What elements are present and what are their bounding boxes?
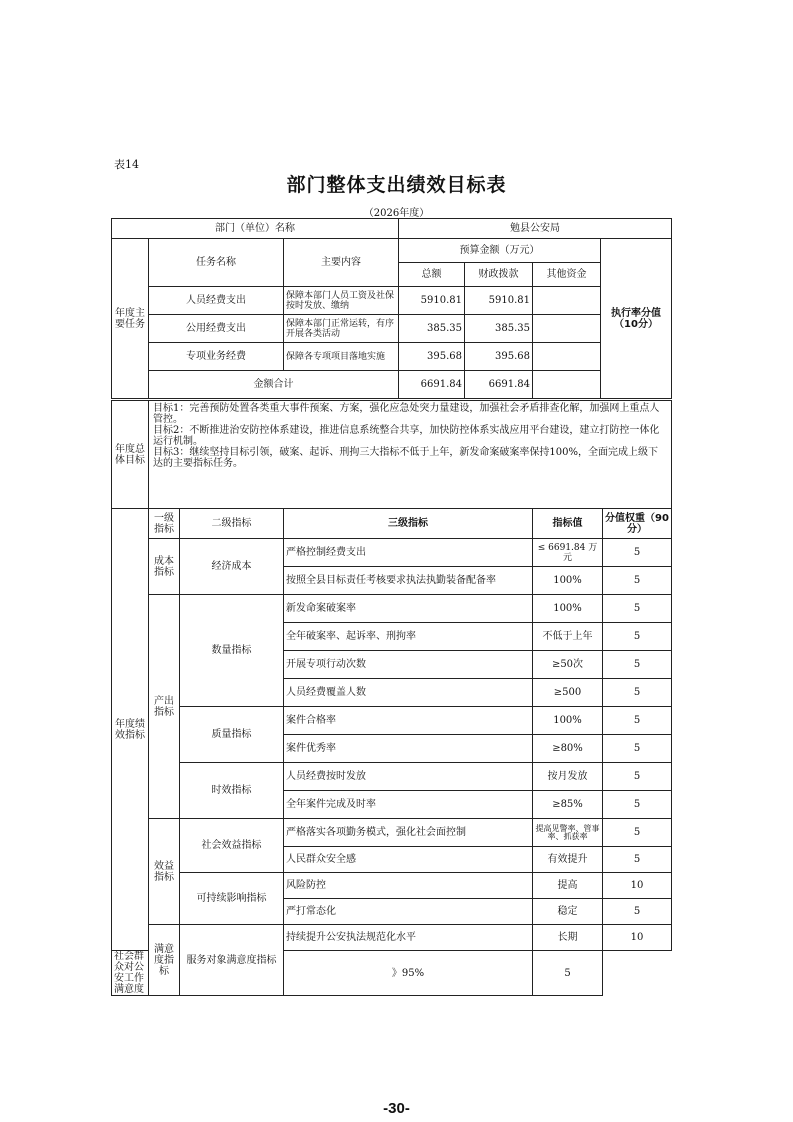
level3-name: 人员经费按时发放 [284, 763, 533, 791]
overall-goals-text [149, 401, 672, 509]
task-other [533, 287, 601, 315]
level1-cost: 成本指标 [149, 539, 180, 595]
level2-quantity: 数量指标 [180, 595, 284, 707]
level3-name: 严格落实各项勤务模式，强化社会面控制 [284, 819, 533, 847]
level3-name: 案件合格率 [284, 707, 533, 735]
level2-social: 社会效益指标 [180, 819, 284, 873]
indicator-value: 100% [533, 595, 603, 623]
col-indicator-value: 指标值 [533, 509, 603, 539]
table-row [112, 873, 672, 899]
level3-name: 按照全县目标责任考核要求执法执勤装备配备率 [284, 567, 533, 595]
indicator-weight: 5 [603, 651, 672, 679]
level3-name: 风险防控 [284, 873, 533, 899]
level2-economic-cost: 经济成本 [180, 539, 284, 595]
task-content: 保障本部门正常运转，有序开展各类活动 [284, 315, 399, 343]
level1-benefit: 效益指标 [149, 819, 180, 925]
indicator-weight: 5 [603, 679, 672, 707]
col-budget: 预算金额（万元） [399, 239, 601, 263]
table-row [112, 925, 672, 951]
level3-name: 人员经费覆盖人数 [284, 679, 533, 707]
overall-goals-table [111, 400, 672, 509]
indicator-weight: 5 [603, 539, 672, 567]
task-fiscal: 385.35 [465, 315, 533, 343]
col-main-content: 主要内容 [284, 239, 399, 287]
table-row [112, 343, 672, 371]
col-other: 其他资金 [533, 263, 601, 287]
level3-name: 开展专项行动次数 [284, 651, 533, 679]
department-label: 部门（单位）名称 [112, 219, 399, 239]
col-task-name: 任务名称 [149, 239, 284, 287]
indicator-value: ≥500 [533, 679, 603, 707]
overall-goals-side-label: 年度总体目标 [112, 401, 149, 509]
level1-output: 产出指标 [149, 595, 180, 819]
level3-name: 人民群众安全感 [284, 847, 533, 873]
task-content: 保障本部门人员工资及社保按时发放、缴纳 [284, 287, 399, 315]
task-total: 5910.81 [399, 287, 465, 315]
sum-label: 金额合计 [149, 371, 399, 399]
indicator-weight: 5 [603, 595, 672, 623]
annual-tasks-side-label: 年度主要任务 [112, 239, 149, 399]
year-label: （2026年度） [363, 208, 430, 219]
page-title: 部门整体支出绩效目标表 [286, 174, 507, 196]
task-total: 385.35 [399, 315, 465, 343]
indicator-value: ≤ 6691.84 万元 [533, 539, 603, 567]
indicator-value: ≥50次 [533, 651, 603, 679]
level3-name: 社会群众对公安工作满意度 [112, 951, 149, 996]
col-fiscal: 财政拨款 [465, 263, 533, 287]
indicator-weight: 5 [603, 623, 672, 651]
indicator-value: 有效提升 [533, 847, 603, 873]
indicator-value: 提高见警率、管事率、抓获率 [533, 819, 603, 847]
indicator-value: 提高 [533, 873, 603, 899]
task-fiscal: 395.68 [465, 343, 533, 371]
level3-name: 新发命案破案率 [284, 595, 533, 623]
table-row [112, 539, 672, 567]
col-level3: 三级指标 [284, 509, 533, 539]
page-number: -30- [383, 1100, 410, 1117]
indicator-weight: 5 [603, 567, 672, 595]
indicator-weight: 5 [603, 791, 672, 819]
task-other [533, 315, 601, 343]
sum-fiscal: 6691.84 [465, 371, 533, 399]
task-content: 保障各专项项目落地实施 [284, 343, 399, 371]
indicator-weight: 5 [603, 847, 672, 873]
goal-3: 目标3：继续坚持目标引领，破案、起诉、刑拘三大指标不低于上年，新发命案破案率保持100%，全面完成上级下达的主要指标任务。 [153, 447, 658, 469]
indicator-value: 100% [533, 707, 603, 735]
sum-other [533, 371, 601, 399]
execution-score-label: 执行率分值（10分） [601, 239, 672, 399]
indicator-weight: 5 [603, 763, 672, 791]
table-row [112, 315, 672, 343]
indicator-weight: 10 [603, 925, 672, 951]
annual-tasks-table [111, 218, 672, 399]
indicator-weight: 5 [603, 899, 672, 925]
indicator-value: 按月发放 [533, 763, 603, 791]
col-weight: 分值权重（90分） [603, 509, 672, 539]
indicator-weight: 5 [533, 951, 603, 996]
department-value: 勉县公安局 [399, 219, 672, 239]
table-row [112, 371, 672, 399]
col-level2: 二级指标 [180, 509, 284, 539]
task-fiscal: 5910.81 [465, 287, 533, 315]
indicator-value: 不低于上年 [533, 623, 603, 651]
level2-sustainable: 可持续影响指标 [180, 873, 284, 925]
level2-timeliness: 时效指标 [180, 763, 284, 819]
indicator-weight: 5 [603, 707, 672, 735]
task-other [533, 343, 601, 371]
indicator-weight: 5 [603, 735, 672, 763]
indicator-value: ≥80% [533, 735, 603, 763]
level2-quality: 质量指标 [180, 707, 284, 763]
task-total: 395.68 [399, 343, 465, 371]
indicator-value: 100% [533, 567, 603, 595]
indicator-weight: 10 [603, 873, 672, 899]
col-level1: 一级指标 [149, 509, 180, 539]
indicators-side-label: 年度绩效指标 [112, 509, 149, 951]
col-total: 总额 [399, 263, 465, 287]
task-name: 公用经费支出 [149, 315, 284, 343]
level2-service-satisfaction: 服务对象满意度指标 [180, 925, 284, 996]
level3-name: 全年案件完成及时率 [284, 791, 533, 819]
indicators-table [111, 508, 672, 996]
sum-total: 6691.84 [399, 371, 465, 399]
table-label: 表14 [114, 158, 139, 171]
indicator-value: 稳定 [533, 899, 603, 925]
table-row [112, 763, 672, 791]
table-row [112, 287, 672, 315]
goal-1: 目标1：完善预防处置各类重大事件预案、方案，强化应急处突力量建设，加强社会矛盾排查化解，加强网上重点人管控。 [153, 403, 660, 425]
task-name: 专项业务经费 [149, 343, 284, 371]
level3-name: 全年破案率、起诉率、刑拘率 [284, 623, 533, 651]
indicator-value: ≥85% [533, 791, 603, 819]
indicator-weight: 5 [603, 819, 672, 847]
level3-name: 案件优秀率 [284, 735, 533, 763]
table-row [112, 707, 672, 735]
table-row [112, 595, 672, 623]
table-row [112, 819, 672, 847]
level1-satisfaction: 满意度指标 [149, 925, 180, 996]
goal-2: 目标2：不断推进治安防控体系建设，推进信息系统整合共享，加快防控体系实战应用平台建设，建立打防控一体化运行机制。 [153, 425, 660, 447]
indicator-value: 》95% [284, 951, 533, 996]
task-name: 人员经费支出 [149, 287, 284, 315]
level3-name: 严打常态化 [284, 899, 533, 925]
indicator-value: 长期 [533, 925, 603, 951]
level3-name: 严格控制经费支出 [284, 539, 533, 567]
level3-name: 持续提升公安执法规范化水平 [284, 925, 533, 951]
